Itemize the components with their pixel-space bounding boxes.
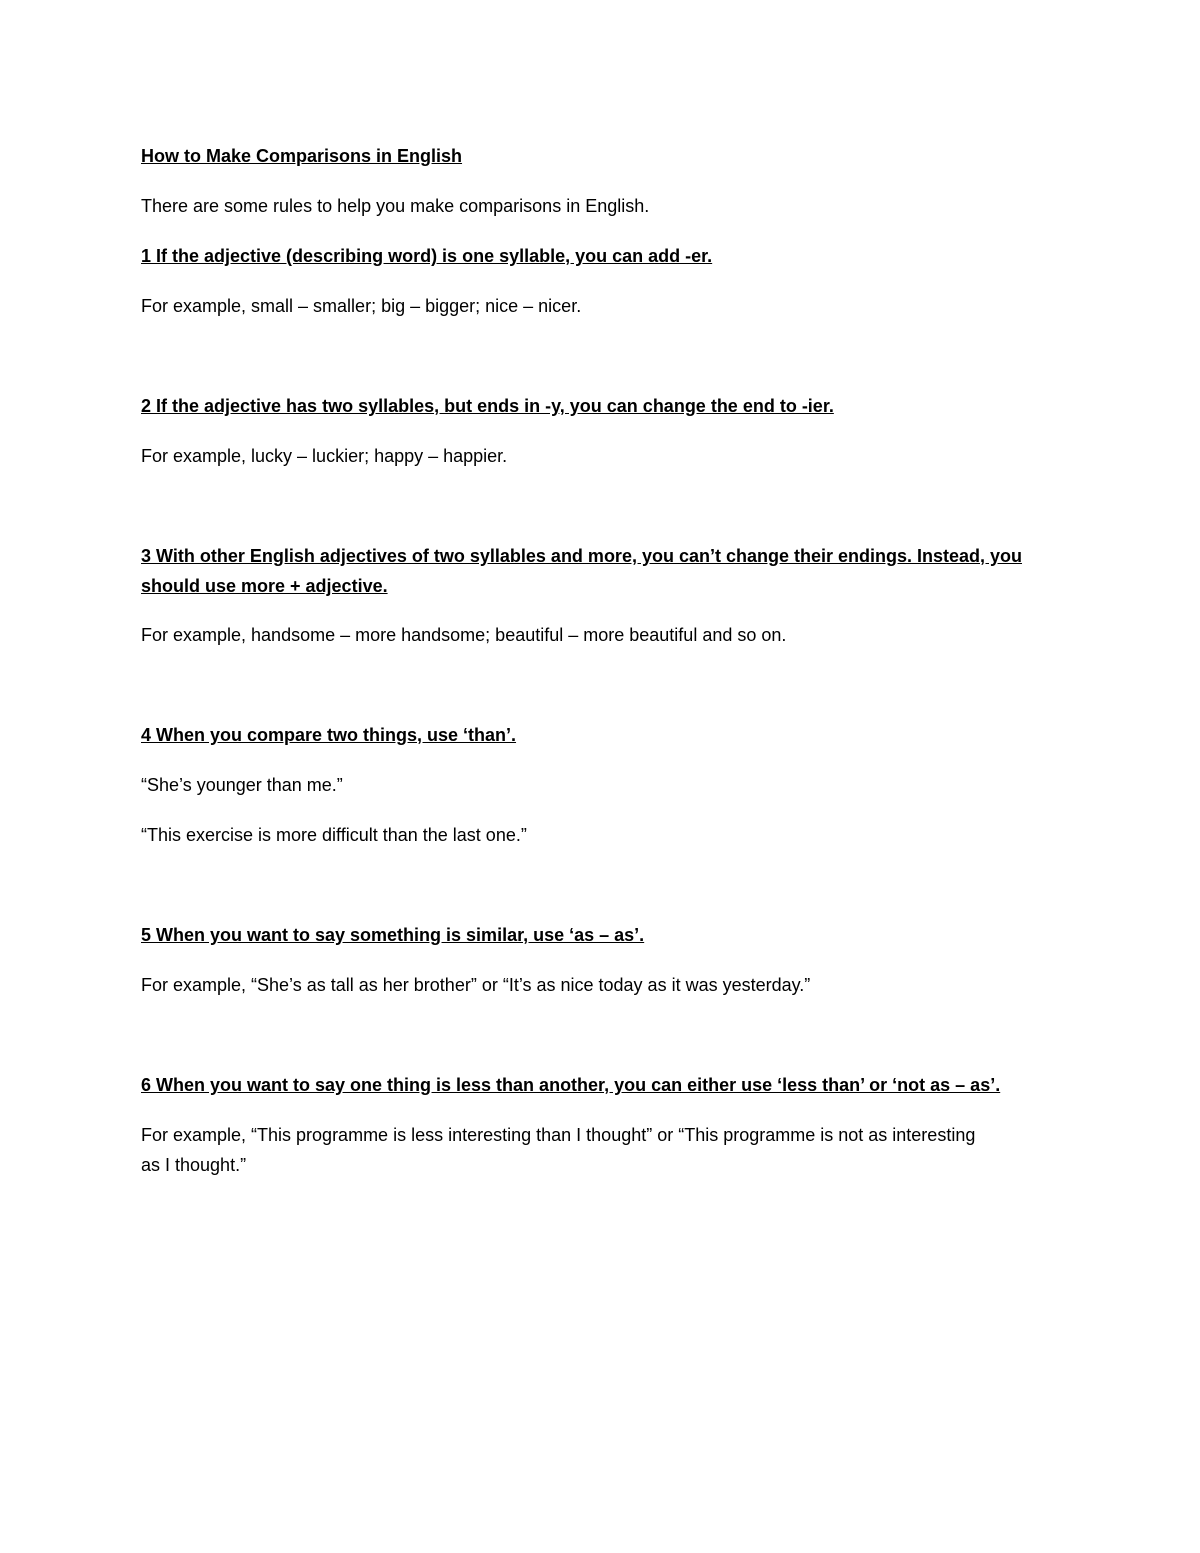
rule-5-heading: 5 When you want to say something is similar, use ‘as – as’.: [141, 925, 645, 945]
document-title: How to Make Comparisons in English: [141, 146, 463, 166]
rule-6-example: For example, “This programme is less interesting than I thought” or “This programme is not as interesting as I thought.”: [141, 1125, 976, 1175]
rule-5-example: For example, “She’s as tall as her brother” or “It’s as nice today as it was yesterday.”: [141, 975, 811, 995]
intro-paragraph: There are some rules to help you make comparisons in English.: [141, 196, 650, 216]
rule-3-example: For example, handsome – more handsome; beautiful – more beautiful and so on.: [141, 625, 787, 645]
rule-1-example: For example, small – smaller; big – bigger; nice – nicer.: [141, 296, 582, 316]
rule-2-heading: 2 If the adjective has two syllables, but ends in -y, you can change the end to -ier.: [141, 396, 834, 416]
rule-4-heading: 4 When you compare two things, use ‘than’.: [141, 725, 517, 745]
rule-3-heading: 3 With other English adjectives of two syllables and more, you can’t change their endings. Instead, you should use more + adjective.: [141, 546, 1023, 596]
rule-4-example-2: “This exercise is more difficult than the last one.”: [141, 825, 527, 845]
rule-1-heading: 1 If the adjective (describing word) is one syllable, you can add -er.: [141, 246, 713, 266]
rule-4-example-1: “She’s younger than me.”: [141, 775, 343, 795]
rule-6-heading: 6 When you want to say one thing is less than another, you can either use ‘less than’ or ‘not as – as’.: [141, 1075, 1001, 1095]
rule-2-example: For example, lucky – luckier; happy – happier.: [141, 446, 508, 466]
